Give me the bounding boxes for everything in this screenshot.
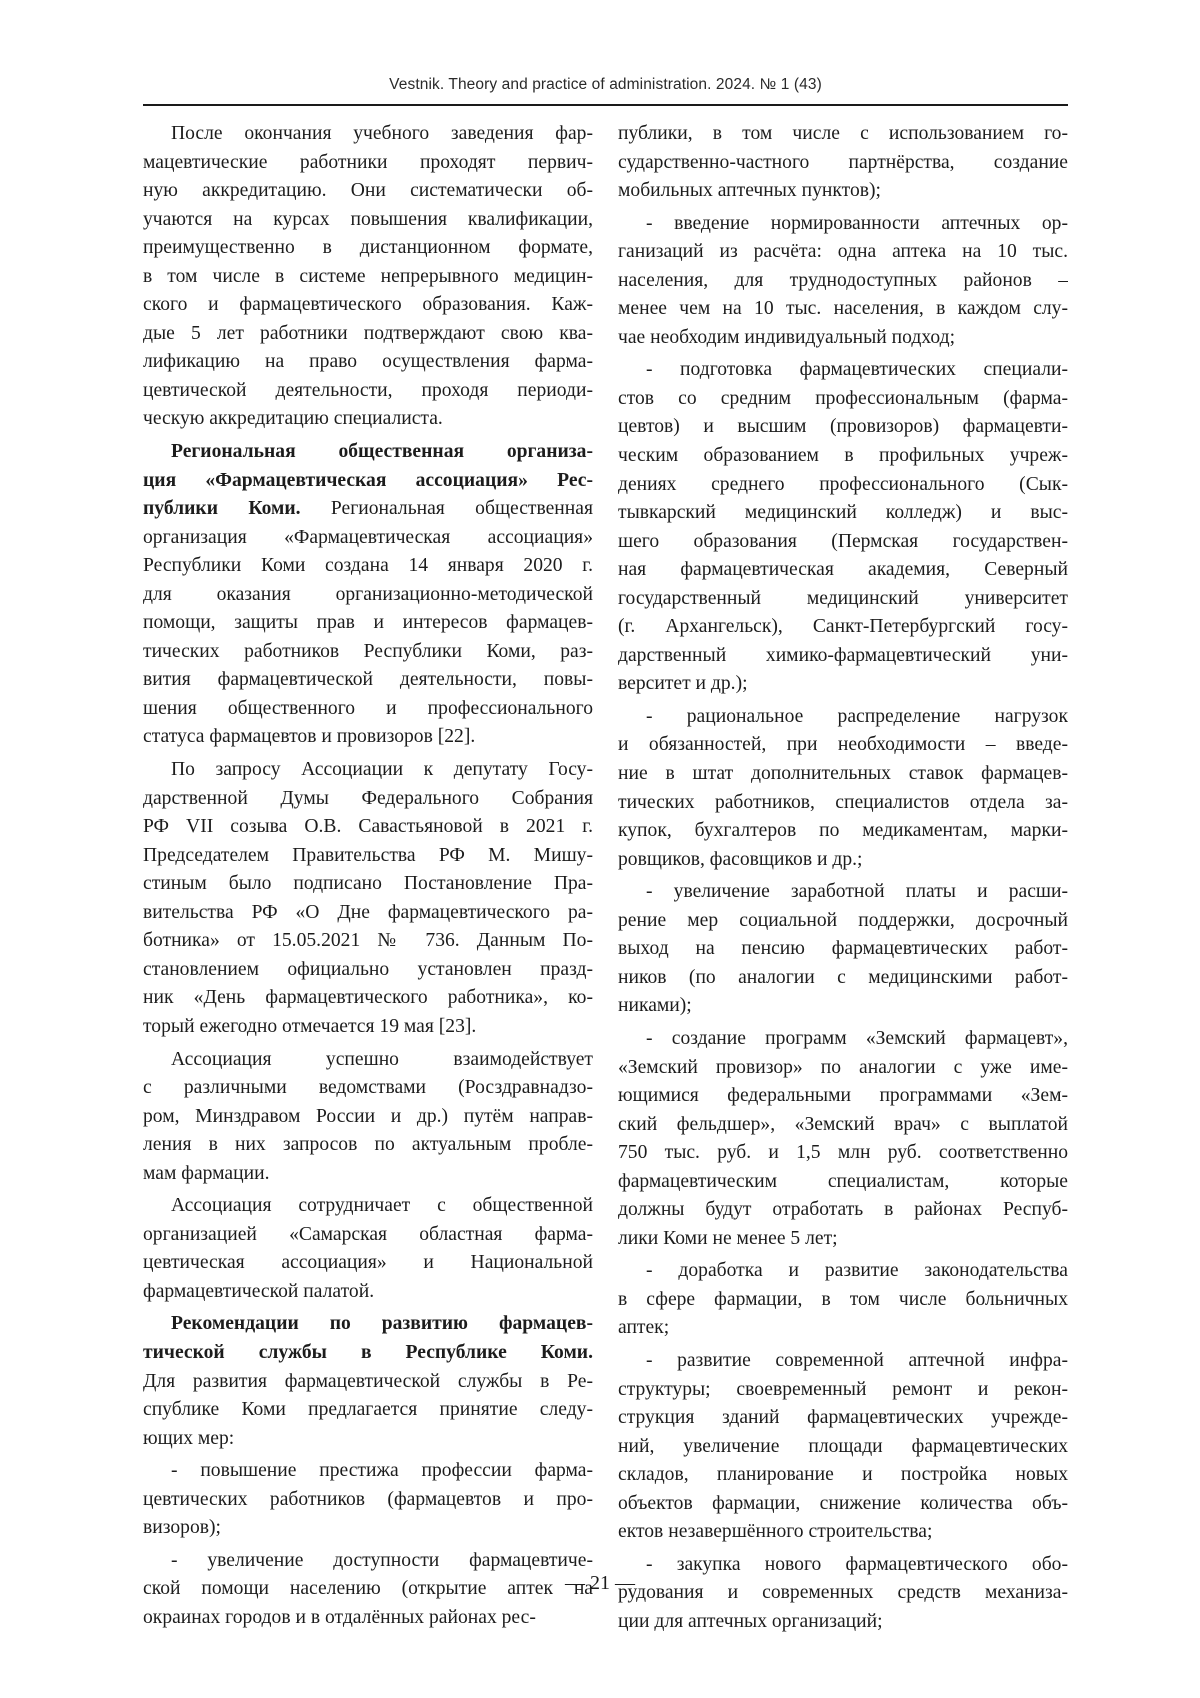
text-line: ботника» от 15.05.2021 № 736. Данным По- <box>143 930 593 952</box>
text-line: (г. Архангельск), Санкт-Петербургский госу- <box>618 616 1068 638</box>
text-line: струкция зданий фармацевтических учрежде- <box>618 1407 1068 1429</box>
text-line: После окончания учебного заведения фар- <box>171 123 593 144</box>
text-line: мацевтические работники проходят первич- <box>143 151 593 173</box>
text-line: ник «День фармацевтического работника», ко- <box>143 987 593 1009</box>
text-line: учаются на курсах повышения квалификации, <box>143 208 593 230</box>
paragraph <box>618 703 1068 874</box>
text-line: визоров); <box>143 1517 221 1539</box>
text-line: «Земский провизор» по аналогии с уже име- <box>618 1056 1068 1078</box>
paragraph <box>618 356 1068 699</box>
text-line: верситет и др.); <box>618 673 748 695</box>
text-line: цевтическая ассоциация» и Национальной <box>143 1252 593 1274</box>
text-line: мобильных аптечных пунктов); <box>618 180 881 202</box>
section-heading-line: Рекомендации по развитию фармацев- <box>171 1313 593 1335</box>
running-header: Vestnik. Theory and practice of administration. 2024. № 1 (43) <box>389 76 822 93</box>
header-rule <box>143 104 1068 106</box>
text-line: цевтической деятельности, проходя периоди- <box>143 379 593 401</box>
text-line: ром, Минздравом России и др.) путём направ- <box>143 1105 593 1127</box>
text-line: - повышение престижа профессии фарма- <box>171 1460 593 1482</box>
section-paragraph <box>143 1310 593 1453</box>
paragraph <box>143 1457 593 1543</box>
text-line: дые 5 лет работники подтверждают свою ква- <box>143 322 593 344</box>
paragraph <box>618 878 1068 1021</box>
text-line: шения общественного и профессионального <box>143 697 593 719</box>
text-line: сударственно-частного партнёрства, создание <box>618 151 1068 173</box>
text-line: ную аккредитацию. Они систематически об- <box>143 180 593 202</box>
text-line: населения, для труднодоступных районов – <box>618 269 1068 291</box>
paragraph <box>618 120 1068 206</box>
text-line: 750 тыс. руб. и 1,5 млн руб. соответственно <box>618 1142 1068 1164</box>
text-line: ющих мер: <box>143 1427 235 1449</box>
page-number: — 21 — <box>565 1572 635 1594</box>
text-line: РФ VII созыва О.В. Савастьяновой в 2021 г. <box>143 816 593 838</box>
text-line: лики Коми не менее 5 лет; <box>618 1227 838 1249</box>
text-line: вития фармацевтической деятельности, повы- <box>143 669 593 691</box>
text-line: лификацию на право осуществления фарма- <box>143 351 593 373</box>
section-heading-line: ция «Фармацевтическая ассоциация» Рес- <box>143 469 593 491</box>
text-line: стиным было подписано Постановление Пра- <box>143 873 593 895</box>
text-line: фармацевтическим специалистам, которые <box>618 1170 1068 1192</box>
text-line: ского и фармацевтического образования. Каж- <box>143 294 593 316</box>
text-line: тических работников Республики Коми, раз- <box>143 640 593 662</box>
text-line: объектов фармации, снижение количества объ- <box>618 1492 1068 1514</box>
text-line: никами); <box>618 995 692 1017</box>
text-line: цевтических работников (фармацевтов и про- <box>143 1488 593 1510</box>
text-line: дарственной Думы Федерального Собрания <box>143 787 593 809</box>
text-line: публики, в том числе с использованием го- <box>618 123 1068 144</box>
text-line: рудования и современных средств механиза- <box>618 1582 1068 1604</box>
text-line: государственный медицинский университет <box>618 587 1068 609</box>
text-line: окраинах городов и в отдалённых районах рес- <box>143 1606 536 1628</box>
paragraph <box>618 1257 1068 1343</box>
text-line: ние в штат дополнительных ставок фармацев- <box>618 763 1068 785</box>
text-line: Республики Коми создана 14 января 2020 г. <box>143 555 593 577</box>
text-line: ющимися федеральными программами «Зем- <box>618 1085 1068 1107</box>
text-line: ческим образованием в профильных учреж- <box>618 445 1068 467</box>
paragraph <box>143 120 593 434</box>
text-line: ции для аптечных организаций; <box>618 1610 883 1632</box>
text-line: и обязанностей, при необходимости – введе- <box>618 734 1068 756</box>
text-line: шего образования (Пермская государствен- <box>618 530 1068 552</box>
left-column <box>143 120 593 1632</box>
text-line: ления в них запросов по актуальным пробле- <box>143 1134 593 1156</box>
section-heading-line: тической службы в Республике Коми. <box>143 1341 593 1363</box>
paragraph <box>618 210 1068 353</box>
text-line: становлением официально установлен празд- <box>143 958 593 980</box>
section-heading: публики Коми. <box>143 498 301 520</box>
text-line: вительства РФ «О Дне фармацевтического ра- <box>143 901 593 923</box>
text-line: цевтов) и высшим (провизоров) фармацевти- <box>618 416 1068 438</box>
text-line: дениях среднего профессионального (Сык- <box>618 473 1068 495</box>
text-line: чае необходим индивидуальный подход; <box>618 326 956 348</box>
right-column <box>618 120 1068 1636</box>
text-line: торый ежегодно отмечается 19 мая [23]. <box>143 1015 477 1037</box>
text-line: ников (по аналогии с медицинскими работ- <box>618 966 1068 988</box>
text-line: в сфере фармации, в том числе больничных <box>618 1288 1068 1310</box>
text-line: спублике Коми предлагается принятие следу- <box>143 1399 593 1421</box>
text-line: дарственный химико-фармацевтический уни- <box>618 644 1068 666</box>
text-line: статуса фармацевтов и провизоров [22]. <box>143 726 476 748</box>
text-line: с различными ведомствами (Росздравнадзо- <box>143 1077 593 1099</box>
text-line: ровщиков, фасовщиков и др.; <box>618 848 863 870</box>
paragraph <box>618 1025 1068 1253</box>
text-line: - увеличение заработной платы и расши- <box>646 881 1068 903</box>
text-line: Для развития фармацевтической службы в Ре- <box>143 1370 593 1392</box>
text-line: помощи, защиты прав и интересов фармацев- <box>143 612 593 634</box>
text-line: ский фельдшер», «Земский врач» с выплатой <box>618 1113 1068 1135</box>
text-line: ческую аккредитацию специалиста. <box>143 408 443 430</box>
text-line: ектов незавершённого строительства; <box>618 1521 933 1543</box>
text-line: ганизаций из расчёта: одна аптека на 10 тыс. <box>618 241 1068 263</box>
paragraph <box>143 1192 593 1306</box>
text-line: ная фармацевтическая академия, Северный <box>618 559 1068 581</box>
paragraph <box>618 1347 1068 1547</box>
text-line: менее чем на 10 тыс. населения, в каждом слу- <box>618 298 1068 320</box>
text-line: Ассоциация сотрудничает с общественной <box>171 1195 593 1217</box>
text-line <box>143 495 593 524</box>
text-line: должны будут отработать в районах Респуб- <box>618 1199 1068 1221</box>
section-paragraph <box>143 438 593 752</box>
text-line: - увеличение доступности фармацевтиче- <box>171 1549 593 1571</box>
text-line: в том числе в системе непрерывного медицин- <box>143 265 593 287</box>
text-line: Председателем Правительства РФ М. Мишу- <box>143 844 593 866</box>
text-line: купок, бухгалтеров по медикаментам, марки- <box>618 820 1068 842</box>
text-line: структуры; своевременный ремонт и рекон- <box>618 1378 1068 1400</box>
text-line: рение мер социальной поддержки, досрочный <box>618 909 1068 931</box>
text-line: Ассоциация успешно взаимодействует <box>171 1048 593 1070</box>
text-line: для оказания организационно-методической <box>143 583 593 605</box>
text-line: - рациональное распределение нагрузок <box>646 705 1068 727</box>
text-line: аптек; <box>618 1317 670 1339</box>
text-line: - введение нормированности аптечных ор- <box>646 212 1068 234</box>
text-line: - доработка и развитие законодательства <box>646 1260 1068 1282</box>
text-line: - создание программ «Земский фармацевт», <box>646 1027 1068 1049</box>
text-line: выход на пенсию фармацевтических работ- <box>618 938 1068 960</box>
text-line: преимущественно в дистанционном формате, <box>143 237 593 259</box>
text-line: мам фармации. <box>143 1162 270 1184</box>
text-line: складов, планирование и постройка новых <box>618 1464 1068 1486</box>
text-line: По запросу Ассоциации к депутату Госу- <box>171 759 593 781</box>
paragraph <box>143 756 593 1041</box>
text-line: тических работников, специалистов отдела за- <box>618 791 1068 813</box>
text-line: фармацевтической палатой. <box>143 1280 375 1302</box>
text-line: тывкарский медицинский колледж) и выс- <box>618 502 1068 524</box>
text-line: - развитие современной аптечной инфра- <box>646 1349 1068 1371</box>
text-line: ний, увеличение площади фармацевтических <box>618 1435 1068 1457</box>
text-line: организация «Фармацевтическая ассоциация» <box>143 526 593 548</box>
text-line: организацией «Самарская областная фарма- <box>143 1223 593 1245</box>
text-line: - закупка нового фармацевтического обо- <box>646 1553 1068 1575</box>
section-heading-line: Региональная общественная организа- <box>171 441 593 463</box>
text-line: ской помощи населению (открытие аптек на <box>143 1578 593 1600</box>
paragraph <box>143 1046 593 1189</box>
text-line: - подготовка фармацевтических специали- <box>646 359 1068 381</box>
body-text: Региональная общественная <box>300 498 593 520</box>
text-line: стов со средним профессиональным (фарма- <box>618 387 1068 409</box>
